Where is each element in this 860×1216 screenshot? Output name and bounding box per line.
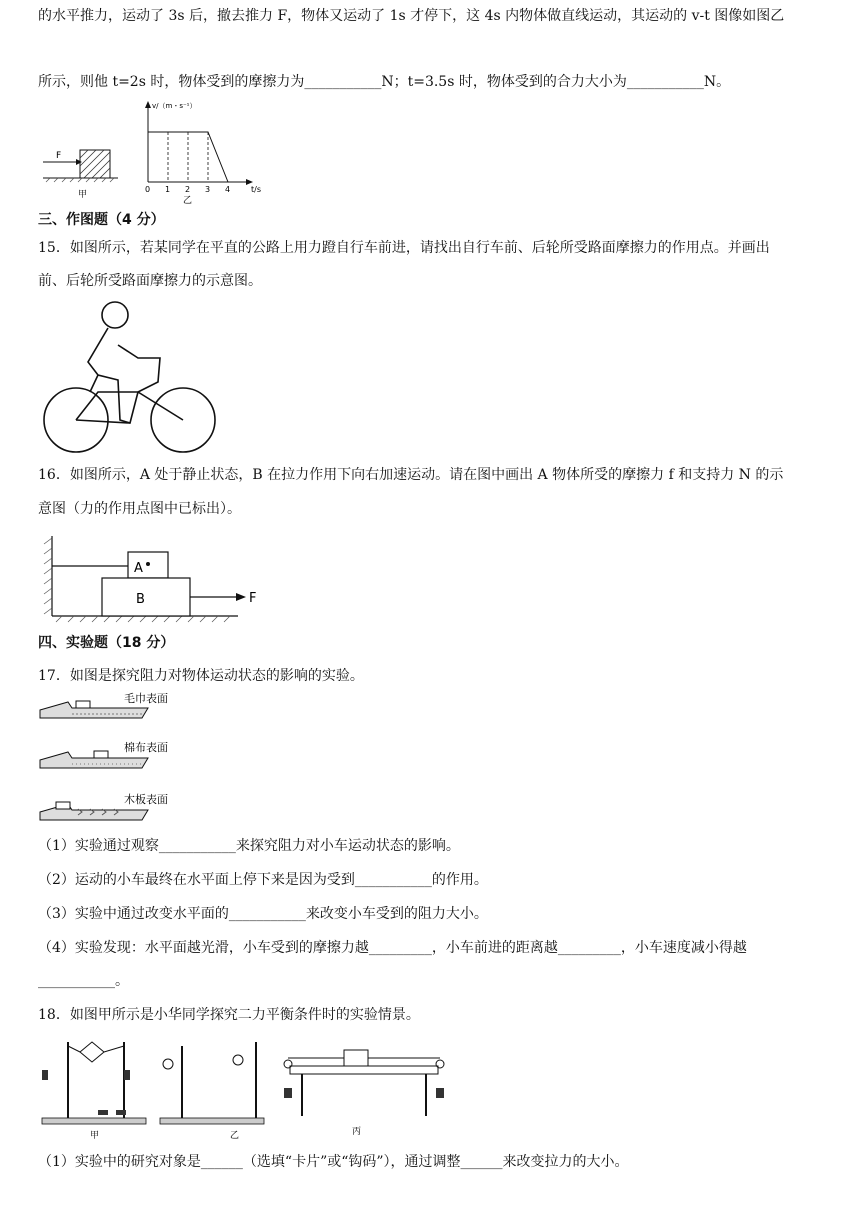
label-b: B [136,592,145,607]
base-yi [160,1118,264,1124]
caption-jia: 甲 [78,190,88,200]
wooden-block [344,1050,368,1066]
x-tick-2: 2 [185,185,191,194]
table-top [290,1066,438,1074]
q15-text-line-2: 前、后轮所受路面摩擦力的示意图。 [38,273,262,289]
rider-head [102,302,128,328]
q18-figures [38,1030,458,1142]
q15-text-line-1: 15．如图所示，若某同学在平直的公路上用力蹬自行车前进，请找出自行车前、后轮所受路面摩擦力的作用点。并画出 [38,240,770,256]
rider-arm-handlebar [118,345,160,392]
label-f: F [249,591,257,606]
q16-figure [38,530,278,625]
bike-frame [76,392,183,420]
surface-cotton-setup [40,740,168,768]
figure-yi-vt-graph [145,101,261,206]
figure-jia [43,150,118,200]
block-b [102,578,190,616]
caption-bing: 丙 [352,1127,362,1137]
figure-jia-stand [42,1042,146,1141]
caption-jia: 甲 [90,1131,100,1141]
y-axis-label: v/（m・s⁻¹） [152,102,197,110]
label-wood-surface: 木板表面 [124,793,168,806]
weight-right [124,1070,130,1080]
cart-cotton [94,751,108,758]
q14-text-line-1: 的水平推力，运动了 3s 后，撤去推力 F，物体又运动了 1s 才停下，这 4s 内物体做直线运动，其运动的 v-t 图像如图乙 [38,8,785,24]
figure-bing-table [284,1050,444,1137]
wall-hatch [44,538,52,614]
surface-wood-setup [40,792,168,820]
q17-surfaces-figure [38,688,198,830]
y-axis-arrow [145,101,151,108]
x-tick-4: 4 [225,185,231,194]
x-tick-0: 0 [145,185,151,194]
q15-bicycle-figure [38,300,218,455]
base-jia [42,1118,146,1124]
q16-text-line-1: 16．如图所示，A 处于静止状态，B 在拉力作用下向右加速运动。请在图中画出 A 物体所受的摩擦力 f 和支持力 N 的示 [38,467,784,483]
weight-left [42,1070,48,1080]
floor-hatch [56,616,230,622]
rider-leg [88,328,130,423]
cart-towel [76,701,90,708]
x-tick-3: 3 [205,185,211,194]
ground-hatch [46,178,114,182]
x-tick-1: 1 [165,185,171,194]
q17-sub-4-cont: ___________。 [38,973,129,989]
figure-yi-stand [160,1042,264,1141]
q14-text-line-2: 所示，则他 t=2s 时，物体受到的摩擦力为___________N；t=3.5s 时，物体受到的合力大小为___________N。 [38,74,731,90]
q17-intro: 17．如图是探究阻力对物体运动状态的影响的实验。 [38,668,364,684]
section-4-heading: 四、实验题（18 分） [38,635,175,651]
pull-force-arrowhead [236,593,246,601]
q17-sub-3: （3）实验中通过改变水平面的___________来改变小车受到的阻力大小。 [38,906,488,922]
q14-figures [38,98,278,206]
q18-intro: 18．如图甲所示是小华同学探究二力平衡条件时的实验情景。 [38,1007,420,1023]
label-towel-surface: 毛巾表面 [124,692,168,705]
x-axis-label: t/s [251,185,261,194]
surface-towel-setup [40,691,168,718]
q17-sub-4: （4）实验发现：水平面越光滑，小车受到的摩擦力越_________，小车前进的距离越_________，小车速度减小得越 [38,940,747,956]
q17-sub-1: （1）实验通过观察___________来探究阻力对小车运动状态的影响。 [38,838,460,854]
rider-thigh [90,375,98,392]
label-a: A [134,561,143,576]
force-label: F [56,151,62,161]
section-3-heading: 三、作图题（4 分） [38,212,165,228]
caption-yi: 乙 [183,196,193,206]
block-hatch [80,150,110,178]
point-of-action [146,562,150,566]
force-arrowhead [76,159,82,165]
cart-wood [56,802,70,809]
card [80,1042,104,1062]
q17-sub-2: （2）运动的小车最终在水平面上停下来是因为受到___________的作用。 [38,872,488,888]
caption-yi: 乙 [230,1131,240,1141]
q16-text-line-2: 意图（力的作用点图中已标出）。 [38,501,241,517]
q18-sub-1: （1）实验中的研究对象是______（选填“卡片”或“钩码”），通过调整______来改变拉力的大小。 [38,1154,629,1170]
label-cotton-surface: 棉布表面 [124,741,168,754]
